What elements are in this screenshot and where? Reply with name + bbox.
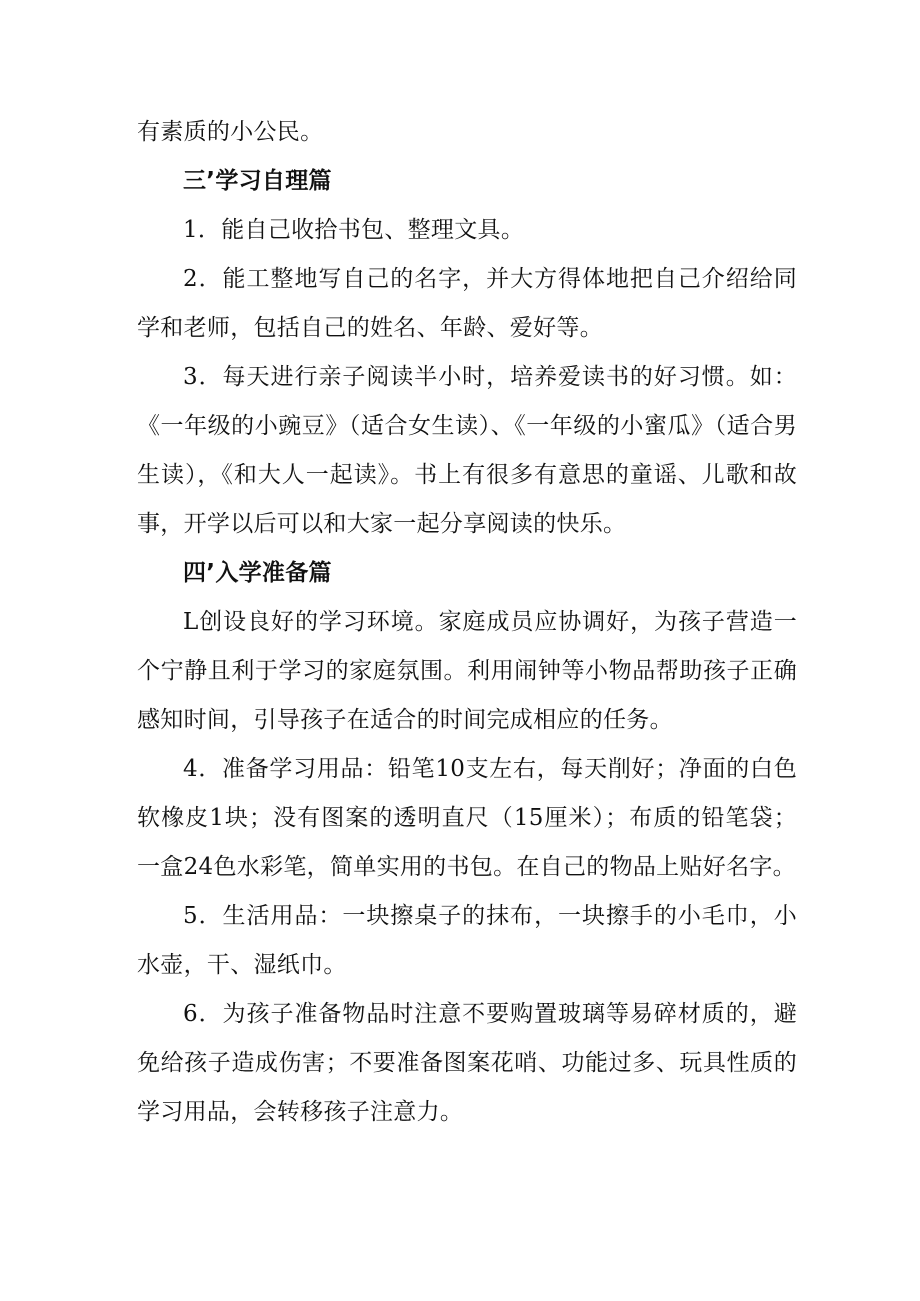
section-heading-preparation: 四’入学准备篇 (183, 560, 332, 586)
paragraph-continuation: 有素质的小公民。 (137, 119, 324, 145)
paragraph-item-1: 1．能自己收拾书包、整理文具。 (183, 217, 525, 243)
paragraph-item-4: 4．准备学习用品：铅笔10支左右，每天削好；净面的白色软橡皮1块；没有图案的透明直尺（15厘米）；布质的铅笔袋；一盒24色水彩笔，简单实用的书包。在自己的物品上贴好名字。 (137, 756, 797, 880)
document-body (137, 108, 797, 1137)
paragraph-item-2: 2．能工整地写自己的名字，并大方得体地把自己介绍给同学和老师，包括自己的姓名、年龄、爱好等。 (137, 266, 797, 341)
paragraph-item-3: 3．每天进行亲子阅读半小时，培养爱读书的好习惯。如：《一年级的小豌豆》（适合女生读）、《一年级的小蜜瓜》（适合男生读），《和大人一起读》。书上有很多有意思的童谣、儿歌和故事，开学以后可以和大家一起分享阅读的快乐。 (137, 364, 797, 537)
paragraph-item-5: 5．生活用品：一块擦桌子的抹布，一块擦手的小毛巾，小水壶，干、湿纸巾。 (137, 903, 797, 978)
paragraph-environment: L创设良好的学习环境。家庭成员应协调好，为孩子营造一个宁静且利于学习的家庭氛围。利用闹钟等小物品帮助孩子正确感知时间，引导孩子在适合的时间完成相应的任务。 (137, 609, 797, 733)
section-heading-self-care: 三’学习自理篇 (183, 168, 332, 194)
paragraph-item-6: 6．为孩子准备物品时注意不要购置玻璃等易碎材质的，避免给孩子造成伤害；不要准备图案花哨、功能过多、玩具性质的学习用品，会转移孩子注意力。 (137, 1001, 797, 1125)
